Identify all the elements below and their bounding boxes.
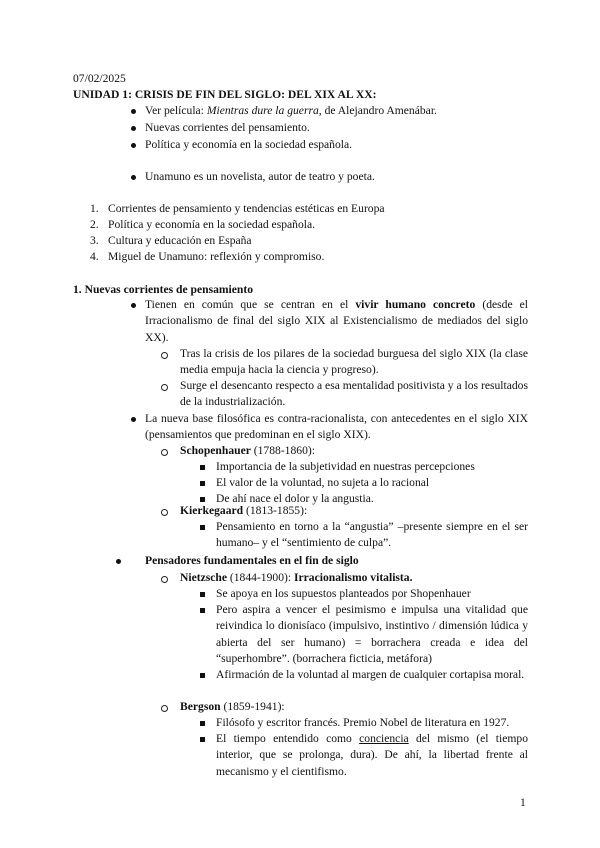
- bullet-disc-icon: [116, 559, 121, 564]
- nietzsche-item: Se apoya en los supuestos planteados por Shopenhauer: [216, 587, 471, 600]
- conciencia-underlined: conciencia: [359, 732, 409, 745]
- bergson-item-tiempo: El tiempo entendido como conciencia del mismo (el tiempo interior, que se prolonga, dura). De ahí, la libertad frente al mecanismo y el cientifismo.: [216, 732, 528, 778]
- bullet-square-icon: [200, 721, 205, 726]
- bullet-square-icon: [200, 465, 205, 470]
- bullet-circle-icon: [161, 384, 168, 391]
- bullet-square-icon: [200, 481, 205, 486]
- bullet-square-icon: [200, 737, 205, 742]
- philosopher-kierkegaard: Kierkegaard (1813-1855):: [180, 504, 308, 517]
- bergson-item: Filósofo y escritor francés. Premio Nobel de literatura en 1927.: [216, 716, 510, 729]
- schopenhauer-item: El valor de la voluntad, no sujeta a lo racional: [216, 476, 430, 489]
- intro-bullet-unamuno: Unamuno es un novelista, autor de teatro y poeta.: [145, 170, 375, 183]
- kierkegaard-item: Pensamiento en torno a la “angustia” –presente siempre en el ser humano– y el “sentimiento de culpa”.: [216, 520, 528, 550]
- bullet-disc-icon: [131, 126, 136, 131]
- vivir-humano-bold: vivir humano concreto: [355, 298, 476, 311]
- paragraph-vivir-humano: Tienen en común que se centran en el vivir humano concreto (desde el Irracionalismo de final del siglo XIX al Existencialismo de mediados del siglo XX).: [145, 298, 528, 344]
- date-line: 07/02/2025: [73, 72, 126, 85]
- bullet-disc-icon: [131, 109, 136, 114]
- index-item: Política y economía en la sociedad española.: [108, 218, 316, 231]
- pensadores-heading: Pensadores fundamentales en el fin de siglo: [145, 554, 359, 567]
- nietzsche-item: Afirmación de la voluntad al margen de cualquier cortapisa moral.: [216, 668, 525, 681]
- nietzsche-item: Pero aspira a vencer el pesimismo e impulsa una vitalidad que reivindica lo dionisíaco (impulsivo, instintivo / dimensión lúdica y abierta del ser humano) = borrachera creada e idea del “superhombre”. (borrachera ficticia, metáfora): [216, 603, 528, 666]
- philosopher-schopenhauer: Schopenhauer (1788-1860):: [180, 444, 315, 457]
- bullet-square-icon: [200, 525, 205, 530]
- bullet-circle-icon: [161, 352, 168, 359]
- schopenhauer-item: Importancia de la subjetividad en nuestras percepciones: [216, 460, 475, 473]
- subitem-desencanto: Surge el desencanto respecto a esa mentalidad positivista y a los resultados de la industrialización.: [180, 379, 528, 409]
- bullet-disc-icon: [131, 175, 136, 180]
- index-num: 1.: [90, 202, 99, 215]
- index-item: Corrientes de pensamiento y tendencias estéticas en Europa: [108, 202, 385, 215]
- index-num: 4.: [90, 250, 99, 263]
- intro-bullet-movie: Ver película: Mientras dure la guerra, de Alejandro Amenábar.: [145, 104, 437, 117]
- intro-bullet-politics: Política y economía en la sociedad española.: [145, 138, 353, 151]
- index-item: Miguel de Unamuno: reflexión y compromiso.: [108, 250, 325, 263]
- section-heading: 1. Nuevas corrientes de pensamiento: [73, 283, 254, 296]
- bullet-circle-icon: [161, 449, 168, 456]
- bullet-circle-icon: [161, 509, 168, 516]
- subitem-crisis-pilares: Tras la crisis de los pilares de la sociedad burguesa del siglo XIX (la clase media empuja hacia la ciencia y progreso).: [180, 347, 528, 377]
- paragraph-contra-racionalista: La nueva base filosófica es contra-racionalista, con antecedentes en el siglo XIX (pensamientos que predominan en el siglo XIX).: [145, 412, 528, 442]
- bullet-circle-icon: [161, 576, 168, 583]
- page-number: 1: [520, 796, 526, 809]
- index-num: 2.: [90, 218, 99, 231]
- bullet-disc-icon: [131, 303, 136, 308]
- bullet-square-icon: [200, 592, 205, 597]
- philosopher-nietzsche: Nietzsche (1844-1900): Irracionalismo vitalista.: [180, 571, 413, 584]
- bullet-square-icon: [200, 608, 205, 613]
- index-item: Cultura y educación en España: [108, 234, 252, 247]
- schopenhauer-item: De ahí nace el dolor y la angustia.: [216, 492, 374, 505]
- bullet-square-icon: [200, 497, 205, 502]
- bullet-disc-icon: [131, 417, 136, 422]
- unit-title: UNIDAD 1: CRISIS DE FIN DEL SIGLO: DEL XIX AL XX:: [73, 88, 377, 101]
- bullet-square-icon: [200, 673, 205, 678]
- movie-title: Mientras dure la guerra: [206, 104, 319, 117]
- bullet-disc-icon: [131, 143, 136, 148]
- intro-bullet-currents: Nuevas corrientes del pensamiento.: [145, 121, 310, 134]
- index-num: 3.: [90, 234, 99, 247]
- philosopher-bergson: Bergson (1859-1941):: [180, 700, 285, 713]
- bullet-circle-icon: [161, 705, 168, 712]
